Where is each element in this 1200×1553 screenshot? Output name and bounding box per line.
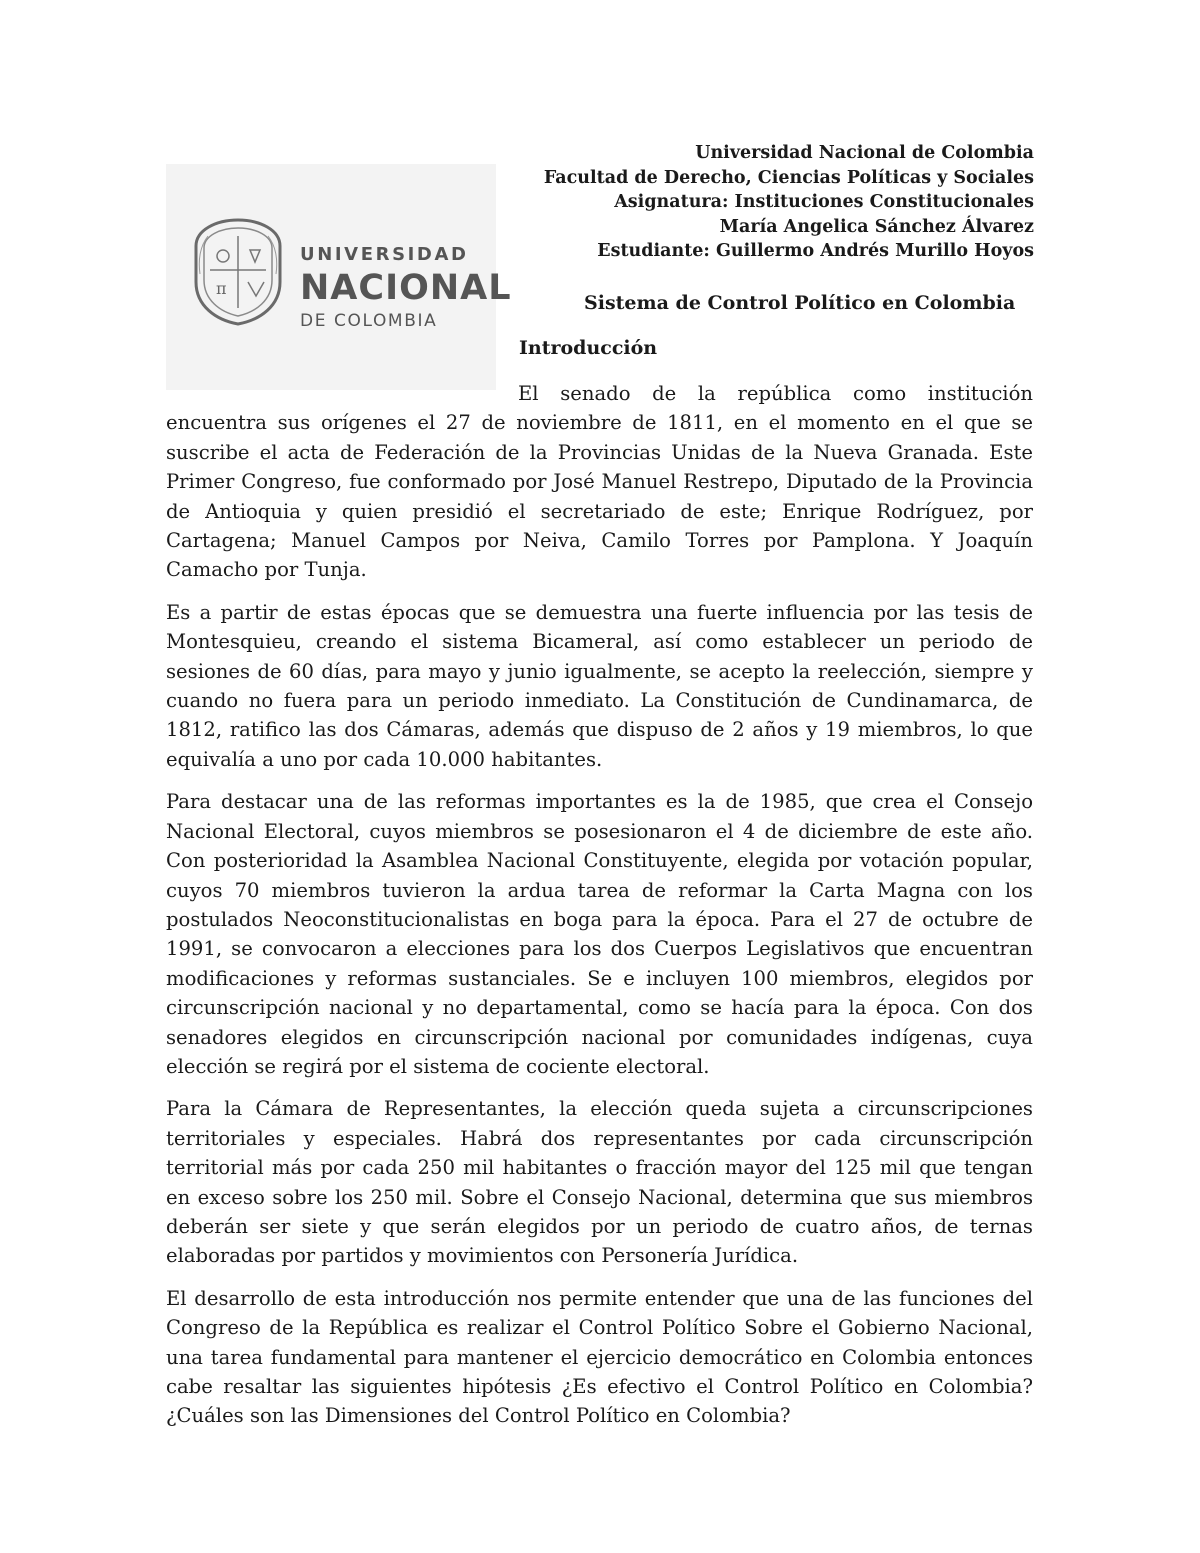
paragraph: Para destacar una de las reformas importantes es la de 1985, que crea el Consejo Nacional Electoral, cuyos miembros se posesionaron el 4 de diciembre de este año. Con posterioridad la Asamblea Nacional Constituyente, elegida por votación popular, cuyos 70 miembros tuvieron la ardua tarea de reformar la Carta Magna con los postulados Neoconstitucionalistas en boga para la época. Para el 27 de octubre de 1991, se convocaron a elecciones para los dos Cuerpos Legislativos que encuentran modificaciones y reformas sustanciales. Se e incluyen 100 miembros, elegidos por circunscripción nacional y no departamental, como se hacía para la época. Con dos senadores elegidos en circunscripción nacional por comunidades indígenas, cuya elección se regirá por el sistema de cociente electoral. bbox=[166, 790, 1033, 1078]
header-university: Universidad Nacional de Colombia bbox=[695, 143, 1034, 163]
logo-line-nacional: NACIONAL bbox=[300, 268, 512, 308]
logo-line-de-colombia: DE COLOMBIA bbox=[300, 311, 438, 331]
svg-text:π: π bbox=[216, 279, 227, 298]
logo-line-universidad: UNIVERSIDAD bbox=[300, 244, 469, 265]
header-course: Asignatura: Instituciones Constitucionales bbox=[614, 192, 1034, 212]
section-heading: Introducción bbox=[519, 337, 658, 359]
document-body bbox=[166, 379, 1033, 1444]
paragraph: El desarrollo de esta introducción nos permite entender que una de las funciones del Congreso de la República es realizar el Control Político Sobre el Gobierno Nacional, una tarea fundamental para mantener el ejercicio democrático en Colombia entonces cabe resaltar las siguientes hipótesis ¿Es efectivo el Control Político en Colombia? ¿Cuáles son las Dimensiones del Control Político en Colombia? bbox=[166, 1286, 1033, 1428]
header-student: Estudiante: Guillermo Andrés Murillo Hoyos bbox=[597, 241, 1034, 261]
university-seal-icon bbox=[190, 216, 286, 328]
header-faculty: Facultad de Derecho, Ciencias Políticas y Sociales bbox=[543, 167, 1034, 188]
logo-wordmark bbox=[300, 246, 512, 330]
paragraph: Para la Cámara de Representantes, la elección queda sujeta a circunscripciones territoriales y especiales. Habrá dos representantes por cada circunscripción territorial más por cada 250 mil habitantes o fracción mayor del 125 mil que tengan en exceso sobre los 250 mil. Sobre el Consejo Nacional, determina que sus miembros deberán ser siete y que serán elegidos por un periodo de cuatro años, de ternas elaboradas por partidos y movimientos con Personería Jurídica. bbox=[166, 1097, 1033, 1268]
document-header bbox=[544, 141, 1034, 264]
university-logo bbox=[166, 164, 512, 390]
paragraph: Es a partir de estas épocas que se demuestra una fuerte influencia por las tesis de Montesquieu, creando el sistema Bicameral, así como establecer un periodo de sesiones de 60 días, para mayo y junio igualmente, se acepto la reelección, siempre y cuando no fuera para un periodo inmediato. La Constitución de Cundinamarca, de 1812, ratifico las dos Cámaras, además que dispuso de 2 años y 19 miembros, lo que equivalía a uno por cada 10.000 habitantes. bbox=[166, 600, 1033, 771]
document-title: Sistema de Control Político en Colombia bbox=[584, 292, 1016, 314]
paragraph: El senado de la república como institución encuentra sus orígenes el 27 de noviembre de 1811, en el momento en el que se suscribe el acta de Federación de la Provincias Unidas de la Nueva Granada. Este Primer Congreso, fue conformado por José Manuel Restrepo, Diputado de la Provincia de Antioquia y quien presidió el secretariado de este; Enrique Rodríguez, por Cartagena; Manuel Campos por Neiva, Camilo Torres por Pamplona. Y Joaquín Camacho por Tunja. bbox=[166, 382, 1033, 582]
header-professor: María Angelica Sánchez Álvarez bbox=[719, 216, 1034, 237]
